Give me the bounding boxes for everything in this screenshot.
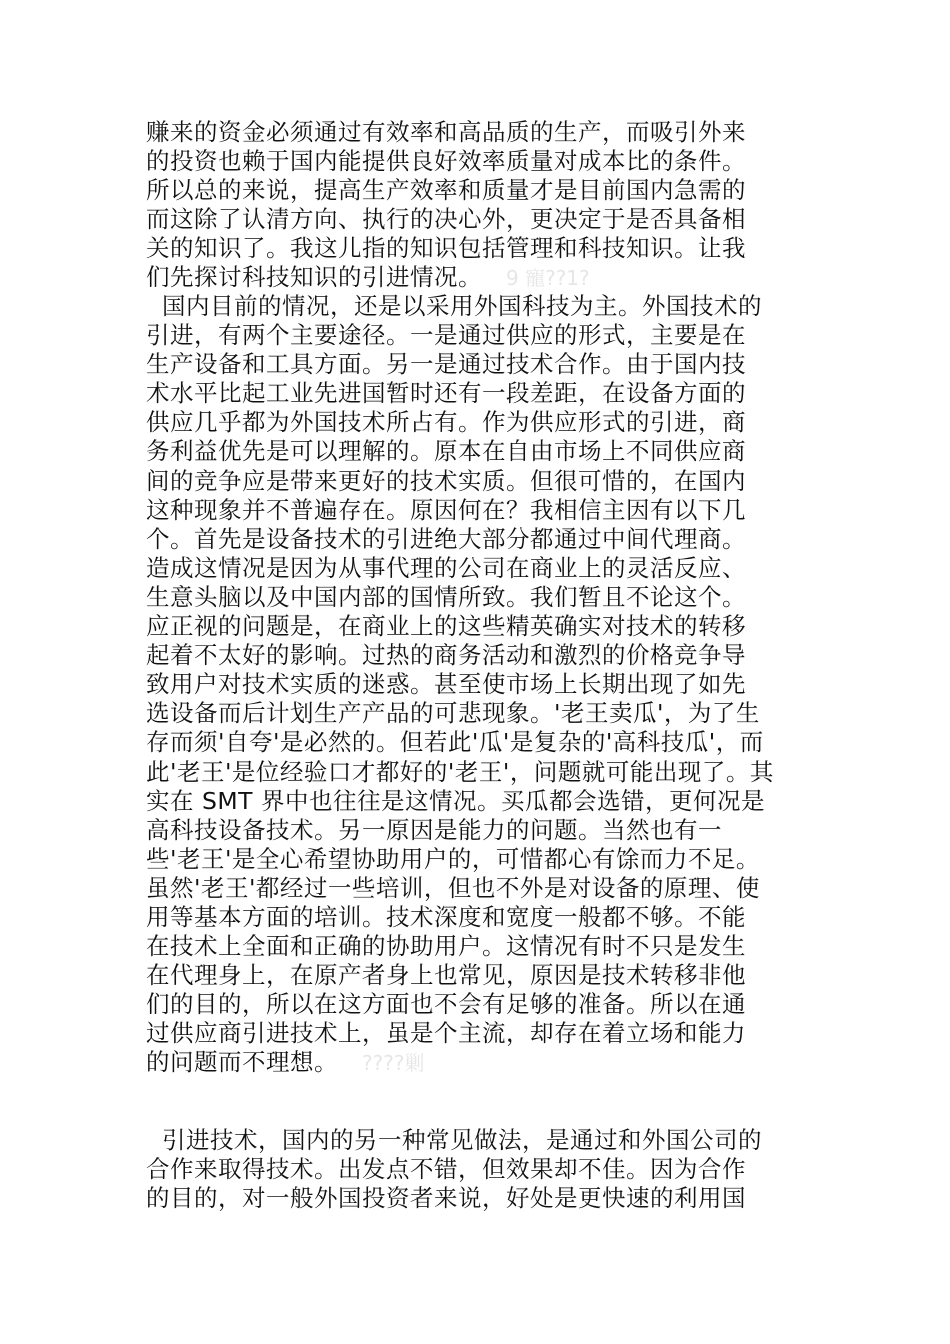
text-line: 在技术上全面和正确的协助用户。这情况有时不只是发生 (146, 932, 746, 961)
text-line: 些'老王'是全心希望协助用户的，可惜都心有馀而力不足。 (146, 844, 760, 873)
paragraph-1 (146, 118, 810, 293)
paragraph-2 (146, 292, 810, 1078)
text-line: 们的目的，所以在这方面也不会有足够的准备。所以在通 (146, 990, 746, 1019)
text-line: 间的竞争应是带来更好的技术实质。但很可惜的，在国内 (146, 466, 746, 495)
faint-watermark-mark: ????剿 (362, 1051, 425, 1076)
text-line: 而这除了认清方向、执行的决心外，更决定于是否具备相 (146, 205, 746, 234)
text-line: 应正视的问题是，在商业上的这些精英确实对技术的转移 (146, 612, 746, 641)
text-line: 个。首先是设备技术的引进绝大部分都通过中间代理商。 (146, 524, 746, 553)
paragraph-3 (146, 1126, 810, 1213)
text-line: 们先探讨科技知识的引进情况。 (146, 263, 482, 292)
text-line: 务利益优先是可以理解的。原本在自由市场上不同供应商 (146, 437, 746, 466)
text-line: 生产设备和工具方面。另一是通过技术合作。由于国内技 (146, 350, 746, 379)
text-line: 的问题而不理想。 (146, 1048, 338, 1077)
text-line: 选设备而后计划生产产品的可悲现象。'老王卖瓜'，为了生 (146, 699, 760, 728)
text-line: 致用户对技术实质的迷惑。甚至使市场上长期出现了如先 (146, 670, 746, 699)
text-line: 引进，有两个主要途径。一是通过供应的形式，主要是在 (146, 321, 746, 350)
text-line: 过供应商引进技术上，虽是个主流，却存在着立场和能力 (146, 1019, 746, 1048)
text-line: 实在 SMT 界中也往往是这情况。买瓜都会选错，更何况是 (146, 786, 765, 815)
text-line: 所以总的来说，提高生产效率和质量才是目前国内急需的 (146, 176, 746, 205)
text-line: 造成这情况是因为从事代理的公司在商业上的灵活反应、 (146, 553, 746, 582)
text-line: 生意头脑以及中国内部的国情所致。我们暂且不论这个。 (146, 582, 746, 611)
text-line-with-mark (146, 1048, 810, 1077)
text-line: 引进技术，国内的另一种常见做法，是通过和外国公司的 (146, 1126, 762, 1154)
text-line: 术水平比起工业先进国暂时还有一段差距，在设备方面的 (146, 379, 746, 408)
text-line: 供应几乎都为外国技术所占有。作为供应形式的引进，商 (146, 408, 746, 437)
text-line: 存而须'自夸'是必然的。但若此'瓜'是复杂的'高科技瓜'，而 (146, 728, 764, 757)
text-line: 国内目前的情况，还是以采用外国科技为主。外国技术的 (146, 292, 762, 320)
faint-watermark-mark: 9 寵??1? (506, 266, 590, 291)
text-line: 合作来取得技术。出发点不错，但效果却不佳。因为合作 (146, 1155, 746, 1184)
text-line: 关的知识了。我这儿指的知识包括管理和科技知识。让我 (146, 234, 746, 263)
text-line: 的投资也赖于国内能提供良好效率质量对成本比的条件。 (146, 147, 746, 176)
text-line: 此'老王'是位经验口才都好的'老王'，问题就可能出现了。其 (146, 757, 774, 786)
text-line: 起着不太好的影响。过热的商务活动和激烈的价格竞争导 (146, 641, 746, 670)
text-line-with-mark (146, 263, 810, 292)
text-line: 虽然'老王'都经过一些培训，但也不外是对设备的原理、使 (146, 873, 760, 902)
text-line: 在代理身上，在原产者身上也常见，原因是技术转移非他 (146, 961, 746, 990)
text-line: 高科技设备技术。另一原因是能力的问题。当然也有一 (146, 815, 722, 844)
text-line: 的目的，对一般外国投资者来说，好处是更快速的利用国 (146, 1184, 746, 1213)
text-line: 赚来的资金必须通过有效率和高品质的生产，而吸引外来 (146, 118, 746, 146)
text-line: 这种现象并不普遍存在。原因何在？我相信主因有以下几 (146, 495, 746, 524)
text-line: 用等基本方面的培训。技术深度和宽度一般都不够。不能 (146, 902, 746, 931)
